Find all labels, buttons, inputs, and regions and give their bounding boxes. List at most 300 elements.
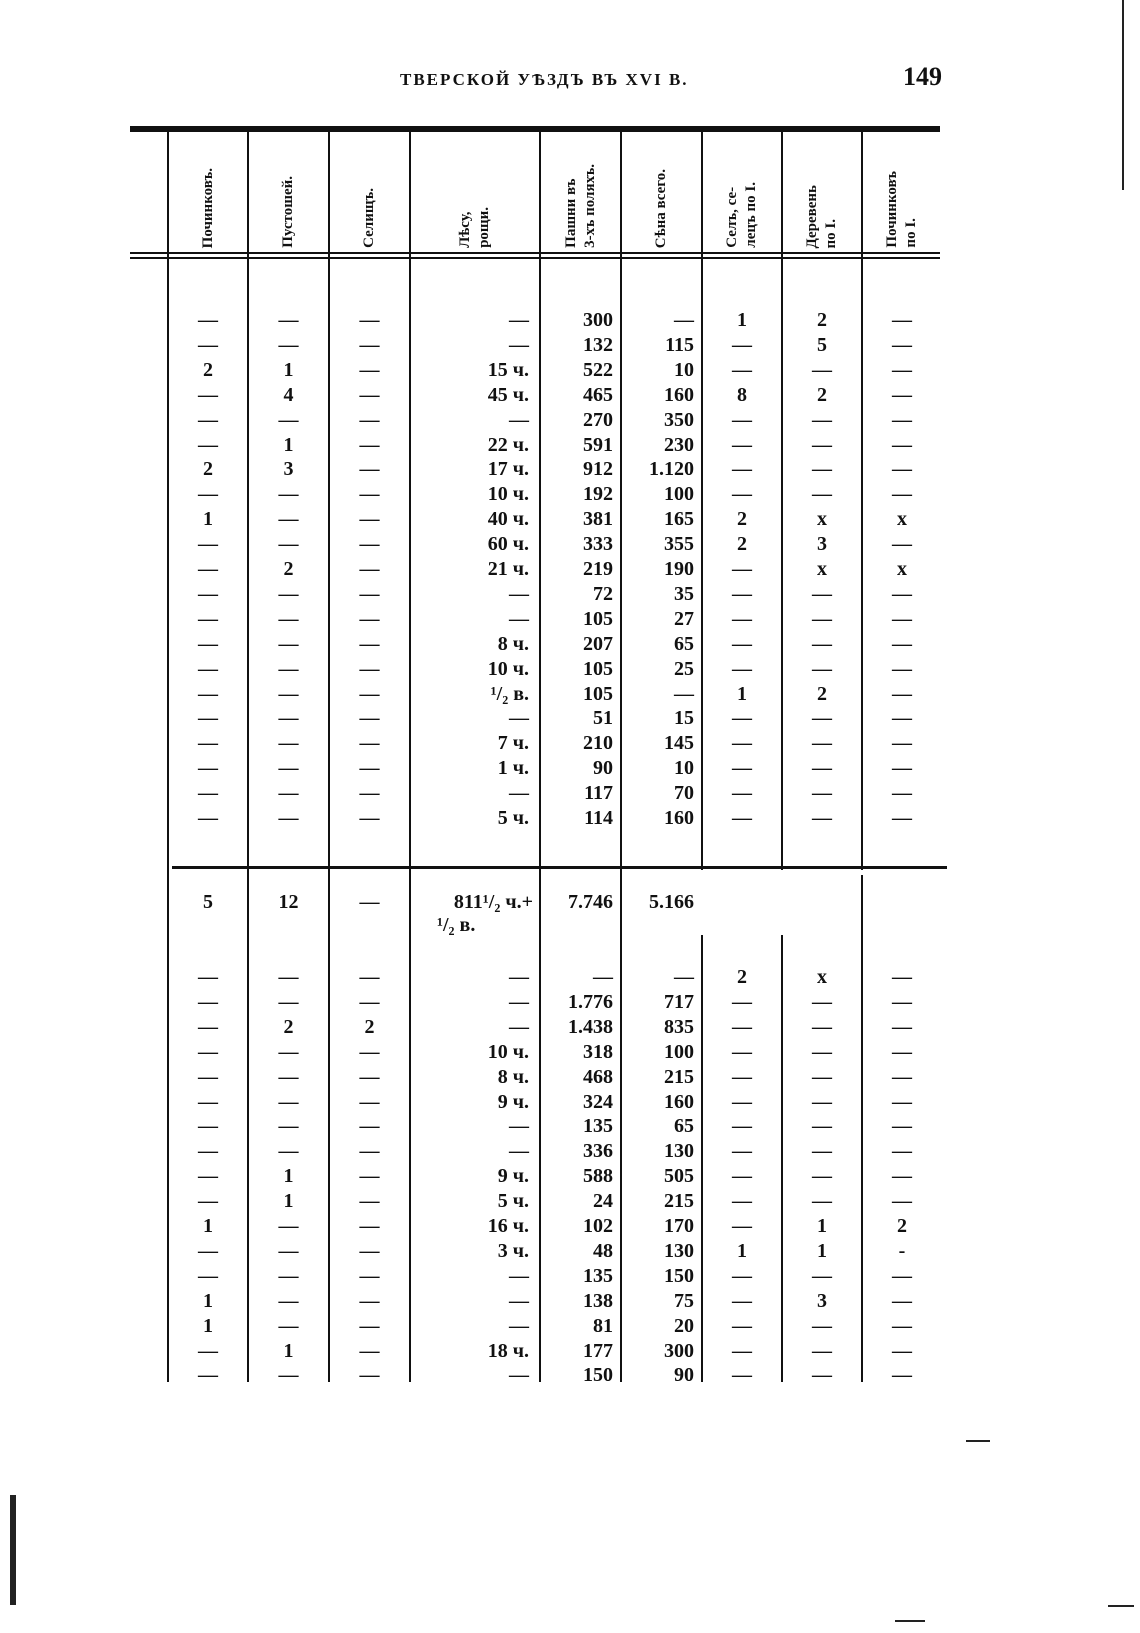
table-cell: — <box>812 757 832 780</box>
table-cell: 2 <box>364 1015 375 1038</box>
table-cell: — <box>198 1140 218 1163</box>
margin-mark <box>966 1440 990 1442</box>
table-cell: — <box>812 607 832 630</box>
table-cell: 90 <box>674 1364 694 1387</box>
table-cell: 207 <box>583 632 613 655</box>
table-cell: 1 <box>203 1215 213 1237</box>
table-cell: — <box>732 1314 752 1337</box>
table-cell: — <box>892 433 912 456</box>
total-pustoshey: 12 <box>278 891 299 913</box>
table-cell: 170 <box>664 1215 694 1237</box>
table-cell: — <box>359 1264 380 1287</box>
header-pochinkov-po1 <box>863 134 941 248</box>
table-cell: — <box>359 966 380 988</box>
table-cell: — <box>198 990 218 1013</box>
table-cell: — <box>812 990 832 1013</box>
table-cell: 10 ч. <box>487 483 529 506</box>
table-cell: — <box>732 657 752 680</box>
margin-mark <box>10 1495 16 1605</box>
table-cell: — <box>198 433 218 456</box>
table-cell: — <box>509 333 529 356</box>
table-cell: — <box>812 1165 832 1188</box>
table-cell: — <box>359 333 380 356</box>
header-label: Селищъ. <box>361 188 377 248</box>
table-cell: — <box>359 1165 380 1188</box>
table-cell: 132 <box>583 333 613 356</box>
table-cell: — <box>509 1289 529 1312</box>
table-cell: 3 <box>283 458 294 481</box>
total-pochinkov: 5 <box>203 891 213 913</box>
table-cell: — <box>812 732 832 755</box>
table-cell: — <box>892 533 912 556</box>
table-cell: — <box>892 1190 912 1213</box>
table-cell: 5 ч. <box>497 807 529 829</box>
table-cell: — <box>892 383 912 406</box>
table-cell: — <box>812 782 832 805</box>
table-cell: 114 <box>584 807 613 829</box>
table-cell: 219 <box>583 558 613 580</box>
table-cell: — <box>359 1115 380 1138</box>
table-cell: 45 ч. <box>487 383 529 406</box>
table-cell: — <box>359 533 380 556</box>
table-cell: — <box>359 807 380 829</box>
table-cell: — <box>732 807 752 829</box>
table-cell: — <box>198 1364 218 1387</box>
table-cell: — <box>732 1165 752 1188</box>
table-cell: 355 <box>664 533 694 556</box>
table-cell: 8 <box>737 383 747 406</box>
table-cell: — <box>812 1364 832 1387</box>
table-cell: — <box>359 309 380 331</box>
table-cell: — <box>732 732 752 755</box>
table-cell: — <box>509 309 529 331</box>
table-cell: — <box>892 458 912 481</box>
header-label: Починковъ по I. <box>884 171 919 248</box>
table-cell: 333 <box>583 533 613 556</box>
table-cell: — <box>278 757 299 780</box>
table-cell: — <box>892 657 912 680</box>
table-cell: — <box>892 1015 912 1038</box>
table-cell: — <box>509 1115 529 1138</box>
table-cell: 105 <box>583 607 613 630</box>
table-cell: — <box>198 1015 218 1038</box>
table-cell: — <box>198 1239 218 1262</box>
table-cell: 100 <box>664 1040 694 1063</box>
header-pashni <box>541 134 620 248</box>
table-cell: — <box>359 707 380 730</box>
header-dereven <box>783 134 861 248</box>
table-cell: — <box>509 582 529 605</box>
table-cell: — <box>892 333 912 356</box>
table-cell: — <box>198 1090 218 1113</box>
table-cell: 1.120 <box>649 458 694 481</box>
table-cell: 145 <box>664 732 694 755</box>
table-cell: — <box>892 1264 912 1287</box>
table-cell: 105 <box>583 657 613 680</box>
table-cell: 20 <box>674 1314 694 1337</box>
table-cell: 102 <box>583 1215 613 1237</box>
table-cell: — <box>198 483 218 506</box>
table-cell: 117 <box>584 782 613 805</box>
table-cell: — <box>278 707 299 730</box>
table-cell: — <box>198 1339 218 1362</box>
table-cell: — <box>892 483 912 506</box>
table-cell: — <box>732 782 752 805</box>
table-cell: — <box>509 1140 529 1163</box>
table-cell: 70 <box>674 782 694 805</box>
table-cell: 65 <box>674 1115 694 1138</box>
header-label: Селъ, се- лецъ по I. <box>724 182 759 248</box>
table-cell: — <box>198 533 218 556</box>
table-cell: — <box>732 333 752 356</box>
total-selishch: — <box>359 891 380 913</box>
table-cell: 5 ч. <box>497 1190 529 1213</box>
header-sena <box>622 134 701 248</box>
table-cell: — <box>892 1364 912 1387</box>
table-cell: — <box>892 1115 912 1138</box>
table-cell: 135 <box>583 1115 613 1138</box>
table-cell: — <box>732 607 752 630</box>
table-cell: — <box>732 1065 752 1088</box>
table-cell: 717 <box>664 990 694 1013</box>
table-cell: — <box>593 966 613 988</box>
table-cell: 468 <box>583 1065 613 1088</box>
table-cell: 215 <box>664 1190 694 1213</box>
table-cell: 8 ч. <box>497 1065 529 1088</box>
table-cell: 381 <box>583 508 613 531</box>
table-cell: — <box>892 632 912 655</box>
table-cell: 2 <box>817 383 827 406</box>
table-cell: 324 <box>583 1090 613 1113</box>
table-cell: — <box>732 408 752 431</box>
table-cell: 1 <box>737 309 747 331</box>
table-cell: — <box>509 408 529 431</box>
table-cell: — <box>892 707 912 730</box>
table-cell: — <box>278 309 299 331</box>
header-label: Пашни въ 3-хъ поляхъ. <box>562 164 598 248</box>
table-cell: x <box>897 508 907 531</box>
table-cell: — <box>812 483 832 506</box>
table-cell: — <box>509 990 529 1013</box>
header-pustoshey <box>249 134 328 248</box>
table-cell: 1 <box>283 1190 294 1213</box>
table-cell: 215 <box>664 1065 694 1088</box>
table-cell: — <box>278 1264 299 1287</box>
table-cell: — <box>732 1140 752 1163</box>
total-lesu: 811¹/₂ ч.+ <box>453 891 533 913</box>
table-cell: 2 <box>817 309 827 331</box>
table-cell: — <box>732 458 752 481</box>
header-label: Деревень по I. <box>804 184 839 248</box>
table-cell: 24 <box>593 1190 613 1213</box>
header-label: Пустошей. <box>280 176 296 248</box>
table-cell: — <box>732 558 752 580</box>
table-cell: 160 <box>664 807 694 829</box>
table-cell: 16 ч. <box>487 1215 529 1237</box>
table-cell: — <box>278 333 299 356</box>
table-cell: 7 ч. <box>497 732 529 755</box>
table-cell: — <box>278 1364 299 1387</box>
table-cell: — <box>812 632 832 655</box>
table-cell: — <box>812 408 832 431</box>
table-cell: — <box>278 1215 299 1237</box>
table-cell: — <box>812 807 832 829</box>
table-cell: — <box>509 607 529 630</box>
table-cell: — <box>278 657 299 680</box>
table-cell: — <box>892 682 912 705</box>
table-cell: 65 <box>674 632 694 655</box>
table-cell: 10 ч. <box>487 657 529 680</box>
table-cell: — <box>892 732 912 755</box>
table-cell: 15 ч. <box>487 358 529 381</box>
table-cell: — <box>892 1040 912 1063</box>
table-cell: — <box>278 732 299 755</box>
table-cell: — <box>359 990 380 1013</box>
table-cell: — <box>812 657 832 680</box>
table-cell: — <box>198 408 218 431</box>
table-cell: — <box>509 1015 529 1038</box>
table-cell: — <box>278 682 299 705</box>
table-cell: — <box>812 1314 832 1337</box>
table-cell: — <box>198 1264 218 1287</box>
table-cell: — <box>198 1190 218 1213</box>
table-cell: — <box>892 309 912 331</box>
table-cell: — <box>198 558 218 580</box>
margin-mark <box>1108 1605 1134 1607</box>
table-cell: 1 <box>283 1165 294 1188</box>
table-cell: 10 <box>674 757 694 780</box>
table-cell: 465 <box>583 383 613 406</box>
table-cell: — <box>359 732 380 755</box>
header-sel <box>703 134 781 248</box>
table-cell: 3 <box>817 1289 827 1312</box>
table-cell: — <box>359 1339 380 1362</box>
table-cell: 115 <box>665 333 694 356</box>
table-cell: x <box>897 558 907 580</box>
table-cell: 588 <box>583 1165 613 1188</box>
table-cell: — <box>198 782 218 805</box>
margin-mark <box>895 1620 925 1622</box>
table-cell: — <box>812 1090 832 1113</box>
table-cell: 230 <box>664 433 694 456</box>
table-cell: — <box>812 1264 832 1287</box>
table-cell: 130 <box>664 1140 694 1163</box>
table-cell: 10 <box>674 358 694 381</box>
table-cell: — <box>198 607 218 630</box>
table-cell: — <box>278 408 299 431</box>
table-cell: 135 <box>583 1264 613 1287</box>
header-selishch <box>330 134 409 248</box>
header-label: Починковъ. <box>199 167 216 248</box>
table-cell: — <box>359 408 380 431</box>
table-cell: ¹/₂ в. <box>490 682 529 705</box>
table-cell: — <box>732 1264 752 1287</box>
table-cell: — <box>509 1264 529 1287</box>
table-cell: 35 <box>674 582 694 605</box>
page-number: 149 <box>903 62 942 91</box>
table-cell: — <box>812 358 832 381</box>
table-top-rule <box>130 126 940 132</box>
table-cell: — <box>278 782 299 805</box>
table-cell: — <box>359 1040 380 1063</box>
table-cell: — <box>732 1364 752 1387</box>
table-cell: 150 <box>583 1364 613 1387</box>
table-cell: 165 <box>664 508 694 531</box>
table-cell: — <box>359 1215 380 1237</box>
table-cell: 591 <box>583 433 613 456</box>
table-cell: — <box>812 433 832 456</box>
header-bottom-rule <box>130 252 940 254</box>
header-label: Сѣна всего. <box>653 168 669 248</box>
table-cell: 2 <box>283 1015 294 1038</box>
total-sena: 5.166 <box>649 891 694 913</box>
table-cell: - <box>898 1239 906 1262</box>
table-cell: — <box>509 1364 529 1387</box>
table-cell: 1 <box>283 358 294 381</box>
table-cell: — <box>359 433 380 456</box>
table-cell: 48 <box>593 1239 613 1262</box>
table-cell: — <box>812 458 832 481</box>
table-cell: — <box>732 483 752 506</box>
table-cell: — <box>278 508 299 531</box>
table-cell: 60 ч. <box>487 533 529 556</box>
table-cell: — <box>509 1314 529 1337</box>
table-cell: 90 <box>593 757 613 780</box>
table-cell: — <box>892 1065 912 1088</box>
table-cell: — <box>892 607 912 630</box>
table-cell: 8 ч. <box>497 632 529 655</box>
header-bottom-rule-double <box>130 257 940 259</box>
table-cell: — <box>732 358 752 381</box>
table-cell: 318 <box>583 1040 613 1063</box>
table-cell: — <box>812 1015 832 1038</box>
table-cell: — <box>359 782 380 805</box>
table-cell: — <box>892 1165 912 1188</box>
table-cell: — <box>674 309 694 331</box>
total-lesu-cont: ¹/₂ в. <box>437 914 476 936</box>
table-cell: 2 <box>203 358 213 381</box>
table-cell: — <box>278 1140 299 1163</box>
table-cell: — <box>892 1314 912 1337</box>
table-cell: 1 <box>737 1239 747 1262</box>
table-cell: 2 <box>203 458 213 481</box>
table-cell: 190 <box>664 558 694 580</box>
table-cell: — <box>732 1215 752 1237</box>
table-cell: 1 <box>203 1289 213 1312</box>
table-cell: 505 <box>664 1165 694 1188</box>
table-cell: 27 <box>674 607 694 630</box>
table-cell: — <box>509 707 529 730</box>
table-cell: — <box>278 1065 299 1088</box>
table-cell: 270 <box>583 408 613 431</box>
table-cell: 105 <box>583 682 613 705</box>
table-cell: — <box>812 1339 832 1362</box>
table-cell: — <box>278 1040 299 1063</box>
table-cell: — <box>812 1040 832 1063</box>
table-cell: — <box>278 632 299 655</box>
table-cell: — <box>812 582 832 605</box>
table-cell: 150 <box>664 1264 694 1287</box>
table-cell: 1 <box>737 682 747 705</box>
table-cell: — <box>278 1115 299 1138</box>
table-cell: 2 <box>737 508 747 531</box>
table-cell: 835 <box>664 1015 694 1038</box>
table-cell: — <box>198 657 218 680</box>
table-cell: — <box>278 1314 299 1337</box>
table-cell: 1 ч. <box>497 757 529 780</box>
table-cell: — <box>732 1190 752 1213</box>
table-cell: — <box>892 1090 912 1113</box>
table-cell: 2 <box>283 558 294 580</box>
table-cell: — <box>278 1090 299 1113</box>
table-cell: — <box>892 408 912 431</box>
table-cell: — <box>359 1140 380 1163</box>
table-cell: — <box>359 1314 380 1337</box>
header-pochinkov <box>169 134 247 248</box>
table-cell: 300 <box>664 1339 694 1362</box>
table-cell: 25 <box>674 657 694 680</box>
table-cell: — <box>892 757 912 780</box>
table-cell: 2 <box>737 966 747 988</box>
table-cell: — <box>359 358 380 381</box>
table-cell: — <box>892 966 912 988</box>
table-cell: — <box>674 966 694 988</box>
table-cell: — <box>278 1289 299 1312</box>
table-cell: x <box>817 966 827 988</box>
table-cell: 10 ч. <box>487 1040 529 1063</box>
table-cell: — <box>278 807 299 829</box>
table-cell: — <box>812 707 832 730</box>
table-cell: 138 <box>583 1289 613 1312</box>
table-cell: — <box>359 1364 380 1387</box>
table-cell: — <box>732 1115 752 1138</box>
table-cell: 1.776 <box>568 990 613 1013</box>
table-cell: — <box>812 1140 832 1163</box>
table-cell: — <box>732 990 752 1013</box>
table-cell: — <box>732 1015 752 1038</box>
table-cell: — <box>198 582 218 605</box>
table-cell: — <box>892 1289 912 1312</box>
table-cell: — <box>359 483 380 506</box>
table-cell: — <box>892 782 912 805</box>
table-cell: — <box>198 757 218 780</box>
table-cell: — <box>278 582 299 605</box>
table-cell: 3 <box>817 533 827 556</box>
table-cell: — <box>509 782 529 805</box>
table-cell: 130 <box>664 1239 694 1262</box>
table-cell: — <box>892 807 912 829</box>
table-cell: 100 <box>664 483 694 506</box>
table-cell: — <box>732 707 752 730</box>
table-cell: 192 <box>583 483 613 506</box>
table-cell: — <box>278 483 299 506</box>
table-cell: 22 ч. <box>487 433 529 456</box>
table-cell: — <box>278 966 299 988</box>
table-cell: — <box>359 607 380 630</box>
table-cell: 1 <box>283 1339 294 1362</box>
table-cell: — <box>359 1190 380 1213</box>
table-cell: 18 ч. <box>487 1339 529 1362</box>
table-cell: — <box>359 1065 380 1088</box>
table-cell: — <box>732 1040 752 1063</box>
table-cell: 522 <box>583 358 613 381</box>
margin-mark <box>1122 0 1124 190</box>
table-cell: — <box>359 558 380 580</box>
table-cell: — <box>198 682 218 705</box>
table-cell: 300 <box>583 309 613 331</box>
table-cell: 336 <box>583 1140 613 1163</box>
table-cell: — <box>359 757 380 780</box>
